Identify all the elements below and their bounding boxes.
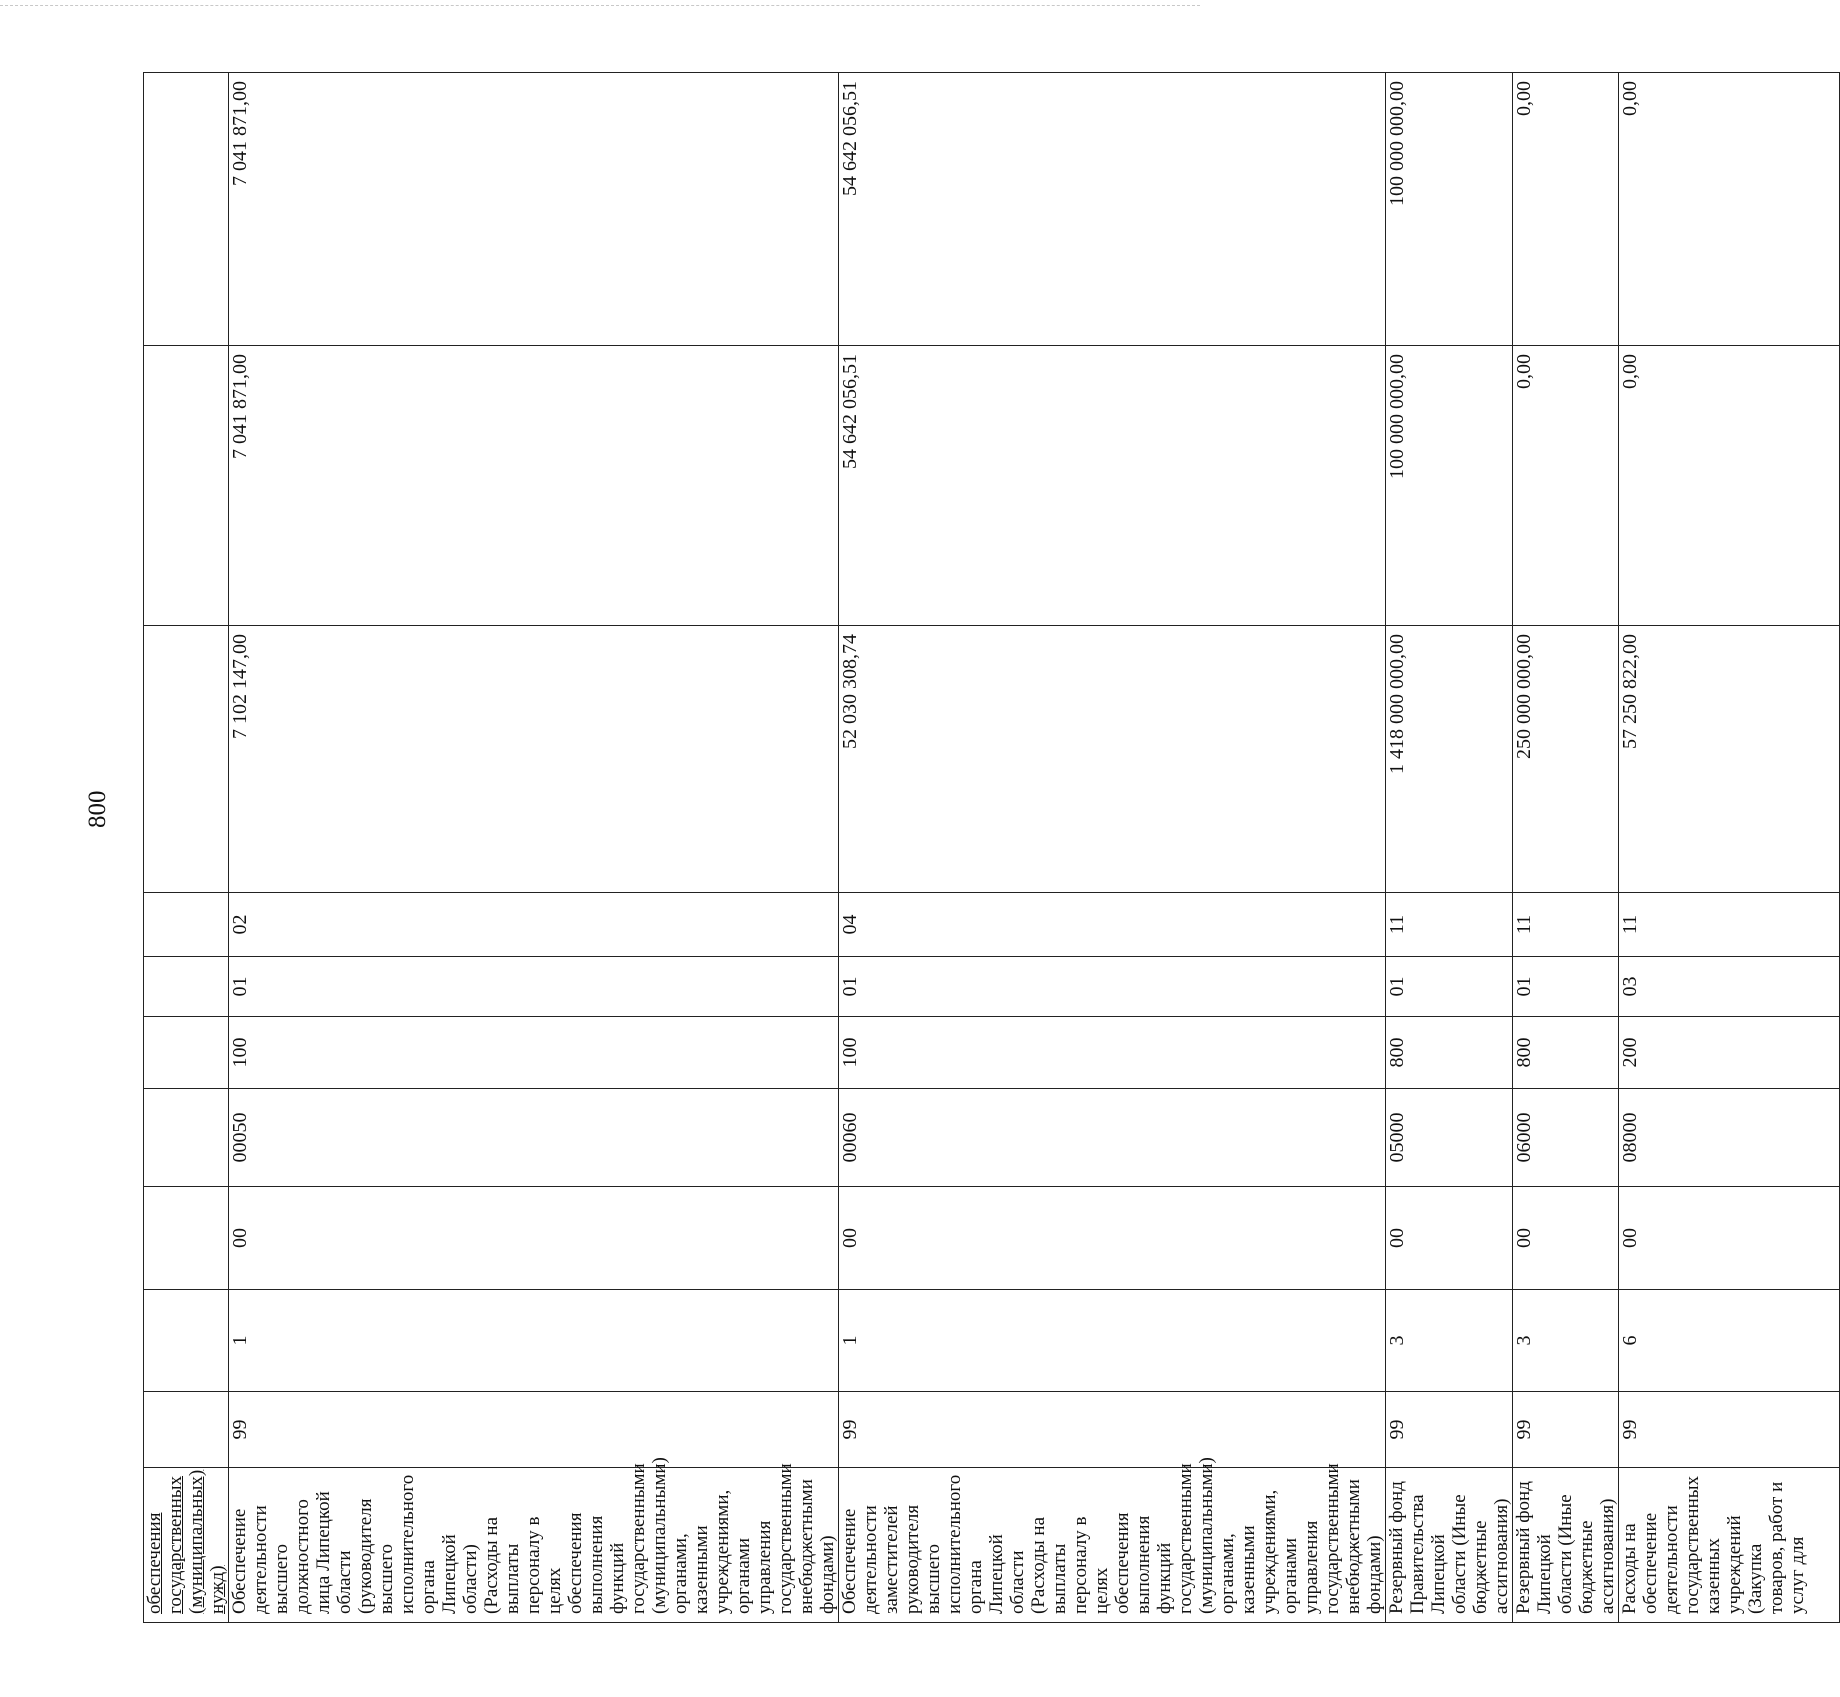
amount-cell-2 (1619, 346, 1840, 626)
direction-code-cell (1513, 1089, 1619, 1187)
amount-1-text: 57 250 822,00 (1619, 634, 1641, 749)
row-name-cell (1386, 1468, 1513, 1623)
subprogram-code-text: 3 (1386, 1335, 1408, 1346)
row-name-text: Резервный фонд Липецкой области (Иные бюджетные ассигнования) (1513, 1481, 1618, 1614)
amount-cell-3 (1386, 73, 1513, 346)
direction-code-text: 06000 (1513, 1112, 1535, 1163)
amount-cell-1 (839, 626, 1386, 893)
amount-cell-3 (839, 73, 1386, 346)
subprogram-code-cell (229, 1290, 839, 1392)
table-row (144, 73, 229, 1623)
table-row (1619, 73, 1840, 1623)
amount-2-text: 54 642 056,51 (839, 354, 861, 469)
main-event-code-cell (144, 1187, 229, 1290)
scan-edge-line (0, 5, 1200, 6)
amount-1-text: 1 418 000 000,00 (1386, 634, 1408, 774)
amount-2-text: 100 000 000,00 (1386, 354, 1408, 479)
amount-cell-1 (229, 626, 839, 893)
amount-1-text: 250 000 000,00 (1513, 634, 1535, 759)
section-code-cell (1619, 957, 1840, 1017)
program-code-text: 99 (839, 1419, 861, 1440)
direction-code-text: 08000 (1619, 1112, 1641, 1163)
expense-type-code-cell (1386, 1017, 1513, 1089)
section-code-cell (1386, 957, 1513, 1017)
amount-cell-3 (1513, 73, 1619, 346)
section-code-text: 01 (229, 976, 251, 997)
budget-table (143, 72, 1840, 1623)
main-event-code-cell (1513, 1187, 1619, 1290)
amount-3-text: 0,00 (1619, 81, 1641, 116)
subsection-code-text: 11 (1513, 914, 1535, 935)
row-name-cell (1619, 1468, 1840, 1623)
program-code-cell (839, 1392, 1386, 1468)
section-code-cell (229, 957, 839, 1017)
section-code-text: 01 (839, 976, 861, 997)
row-name-cell (144, 1468, 229, 1623)
subsection-code-cell (839, 893, 1386, 957)
amount-cell-2 (229, 346, 839, 626)
row-name-text: Обеспечение деятельности высшего должностного лица Липецкой области (руководителя высшего исполнительного органа Липецкой области) (Расходы на выплаты персоналу в целях обеспечения выполнения функций государственными (муниципальными) органами, казенными учреждениями, органами управления государственными внебюджетными фондами) (229, 1457, 838, 1614)
program-code-cell (144, 1392, 229, 1468)
subsection-code-cell (1386, 893, 1513, 957)
subsection-code-cell (1513, 893, 1619, 957)
main-event-code-text: 00 (229, 1228, 251, 1248)
expense-type-code-cell (1513, 1017, 1619, 1089)
subprogram-code-text: 3 (1513, 1335, 1535, 1346)
subprogram-code-cell (1619, 1290, 1840, 1392)
row-name-text: Расходы на обеспечение деятельности государственных казенных учреждений (Закупка товаров, работ и услуг для (1619, 1475, 1808, 1614)
program-code-text: 99 (229, 1419, 251, 1440)
expense-type-code-text: 800 (1513, 1037, 1535, 1068)
row-name-cell (229, 1457, 839, 1623)
expense-type-code-cell (229, 1017, 839, 1089)
subsection-code-text: 11 (1619, 914, 1641, 935)
subprogram-code-text: 1 (839, 1335, 861, 1346)
main-event-code-text: 00 (1619, 1228, 1641, 1248)
subsection-code-cell (1619, 893, 1840, 957)
expense-type-code-cell (144, 1017, 229, 1089)
amount-2-text: 0,00 (1513, 354, 1535, 389)
main-event-code-text: 00 (1513, 1228, 1535, 1248)
amount-cell-2 (1513, 346, 1619, 626)
amount-cell-1 (144, 626, 229, 893)
subsection-code-text: 04 (839, 914, 861, 935)
section-code-text: 03 (1619, 976, 1641, 997)
amount-cell-2 (144, 346, 229, 626)
subprogram-code-cell (1513, 1290, 1619, 1392)
expense-type-code-cell (839, 1017, 1386, 1089)
amount-3-text: 7 041 871,00 (229, 81, 251, 186)
main-event-code-cell (1619, 1187, 1840, 1290)
program-code-cell (1619, 1392, 1840, 1468)
amount-3-text: 100 000 000,00 (1386, 81, 1408, 206)
row-name-cell (1513, 1468, 1619, 1623)
direction-code-cell (144, 1089, 229, 1187)
amount-3-text: 0,00 (1513, 81, 1535, 116)
section-code-cell (1513, 957, 1619, 1017)
page-number: 800 (84, 790, 111, 828)
expense-type-code-text: 100 (229, 1037, 251, 1068)
subprogram-code-cell (839, 1290, 1386, 1392)
main-event-code-cell (229, 1187, 839, 1290)
section-code-text: 01 (1386, 976, 1408, 997)
program-code-text: 99 (1513, 1419, 1535, 1440)
amount-cell-1 (1386, 626, 1513, 893)
table-row (229, 73, 839, 1623)
subsection-code-cell (229, 893, 839, 957)
subsection-code-text: 11 (1386, 914, 1408, 935)
main-event-code-cell (839, 1187, 1386, 1290)
program-code-cell (1386, 1392, 1513, 1468)
amount-cell-3 (1619, 73, 1840, 346)
direction-code-cell (839, 1089, 1386, 1187)
subsection-code-cell (144, 893, 229, 957)
program-code-cell (229, 1392, 839, 1468)
amount-1-text: 7 102 147,00 (229, 634, 251, 739)
subprogram-code-text: 6 (1619, 1335, 1641, 1346)
main-event-code-cell (1386, 1187, 1513, 1290)
section-code-cell (839, 957, 1386, 1017)
direction-code-text: 05000 (1386, 1112, 1408, 1163)
program-code-cell (1513, 1392, 1619, 1468)
amount-3-text: 54 642 056,51 (839, 81, 861, 196)
main-event-code-text: 00 (1386, 1228, 1408, 1248)
subprogram-code-cell (1386, 1290, 1513, 1392)
row-name-text: обеспечения государственных (муниципальных) нужд) (144, 1469, 228, 1614)
direction-code-cell (1386, 1089, 1513, 1187)
subprogram-code-text: 1 (229, 1335, 251, 1346)
subprogram-code-cell (144, 1290, 229, 1392)
table-row (839, 73, 1386, 1623)
amount-cell-2 (839, 346, 1386, 626)
subsection-code-text: 02 (229, 914, 251, 935)
amount-cell-3 (144, 73, 229, 346)
section-code-cell (144, 957, 229, 1017)
amount-2-text: 7 041 871,00 (229, 354, 251, 459)
row-name-text: Резервный фонд Правительства Липецкой области (Иные бюджетные ассигнования) (1386, 1481, 1512, 1614)
expense-type-code-text: 100 (839, 1037, 861, 1068)
expense-type-code-cell (1619, 1017, 1840, 1089)
rotated-table-wrapper (143, 73, 1808, 1623)
amount-2-text: 0,00 (1619, 354, 1641, 389)
amount-cell-1 (1513, 626, 1619, 893)
amount-cell-1 (1619, 626, 1840, 893)
main-event-code-text: 00 (839, 1228, 861, 1248)
amount-cell-2 (1386, 346, 1513, 626)
direction-code-text: 00050 (229, 1112, 251, 1163)
expense-type-code-text: 200 (1619, 1037, 1641, 1068)
direction-code-cell (229, 1089, 839, 1187)
table-row (1513, 73, 1619, 1623)
table-row (1386, 73, 1513, 1623)
row-name-text: Обеспечение деятельности заместителей руководителя высшего исполнительного органа Липецкой области (Расходы на выплаты персоналу в целях обеспечения выполнения функций государственными (муниципальными) органами, казенными учреждениями, органами управления государственными внебюджетными фондами) (839, 1457, 1385, 1614)
amount-cell-3 (229, 73, 839, 346)
direction-code-cell (1619, 1089, 1840, 1187)
program-code-text: 99 (1619, 1419, 1641, 1440)
program-code-text: 99 (1386, 1419, 1408, 1440)
direction-code-text: 00060 (839, 1112, 861, 1163)
amount-1-text: 52 030 308,74 (839, 634, 861, 749)
section-code-text: 01 (1513, 976, 1535, 997)
expense-type-code-text: 800 (1386, 1037, 1408, 1068)
row-name-cell (839, 1457, 1386, 1623)
